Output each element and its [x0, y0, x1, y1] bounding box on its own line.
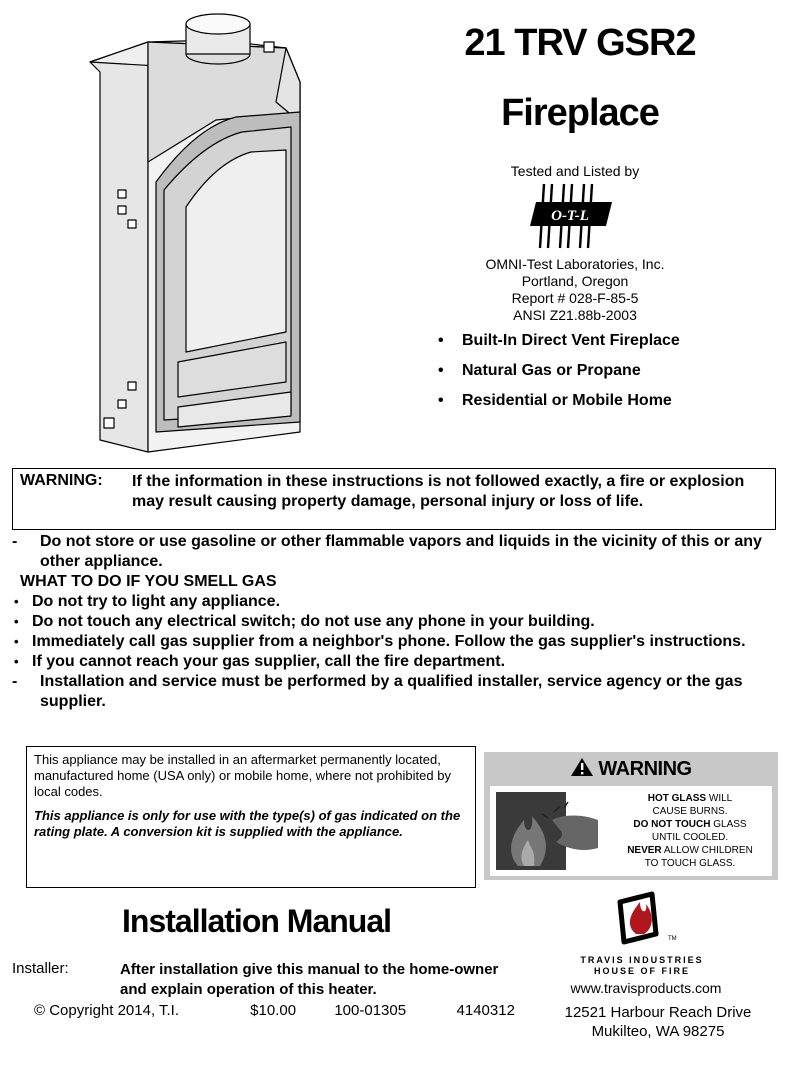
feature-item: • Natural Gas or Propane: [438, 362, 641, 379]
company-url[interactable]: www.travisproducts.com: [570, 980, 722, 996]
part-number: 100-01305: [334, 1002, 407, 1019]
warning-triangle-icon: [570, 757, 594, 781]
company-name: TRAVIS INDUSTRIES HOUSE OF FIRE: [580, 955, 704, 976]
feature-item: • Residential or Mobile Home: [438, 392, 672, 409]
otl-logo-icon: [526, 182, 616, 252]
manual-title: Installation Manual: [122, 903, 392, 939]
list-item: • Do not touch any electrical switch; do not use any phone in your building.: [14, 613, 595, 630]
feature-item: • Built-In Direct Vent Fireplace: [438, 332, 680, 349]
smell-gas-heading: WHAT TO DO IF YOU SMELL GAS: [20, 573, 277, 590]
lab-info: [440, 256, 710, 324]
footer-info: [34, 1002, 515, 1019]
notice-text: This appliance may be installed in an aftermarket permanently located, manufactured home (USA only) or mobile home, where not prohibited by local codes.: [34, 752, 451, 799]
feature-list: [438, 332, 680, 422]
installer-label: Installer:: [12, 960, 69, 977]
product-title: Fireplace: [501, 92, 659, 134]
hand-flame-icon: [494, 790, 602, 872]
list-item: - Do not store or use gasoline or other flammable vapors and liquids in the vicinity of this or any other appliance.: [12, 533, 762, 570]
lab-city: Portland, Oregon: [521, 273, 629, 289]
lab-name: OMNI-Test Laboratories, Inc.: [485, 256, 665, 272]
glass-warning-title: WARNING: [484, 757, 778, 781]
list-item: - Installation and service must be performed by a qualified installer, service agency or the gas supplier.: [12, 673, 743, 710]
warning-text: If the information in these instructions is not followed exactly, a fire or explosion may result causing property damage, personal injury or loss of life.: [132, 473, 745, 510]
copyright-text: © Copyright 2014, T.I.: [34, 1002, 180, 1019]
warning-label: WARNING:: [20, 472, 103, 489]
tested-by-label: Tested and Listed by: [510, 163, 640, 179]
company-address: 12521 Harbour Reach Drive Mukilteo, WA 98275: [564, 1004, 752, 1040]
glass-warning-text: HOT GLASS WILL CAUSE BURNS. DO NOT TOUCH GLASS UNTIL COOLED. NEVER ALLOW CHILDREN TO TOUCH GLASS.: [627, 793, 753, 869]
print-code: 4140312: [456, 1002, 515, 1019]
price-text: $10.00: [250, 1002, 297, 1019]
list-item: • Immediately call gas supplier from a neighbor's phone. Follow the gas supplier's instructions.: [14, 633, 746, 650]
installer-text: After installation give this manual to the home-owner and explain operation of this heater.: [120, 961, 499, 998]
travis-flame-logo-icon: [610, 890, 677, 950]
notice-italic-text: This appliance is only for use with the type(s) of gas indicated on the rating plate. A conversion kit is supplied with the appliance.: [34, 808, 461, 839]
gas-safety-block: [8, 532, 788, 712]
model-title: 21 TRV GSR2: [464, 22, 696, 64]
lab-standard: ANSI Z21.88b-2003: [513, 307, 637, 323]
otl-logo-text: O-T-L: [551, 208, 589, 224]
lab-report: Report # 028-F-85-5: [511, 290, 639, 306]
svg-text:TM: TM: [668, 936, 677, 942]
list-item: • Do not try to light any appliance.: [14, 593, 281, 610]
fireplace-illustration: [86, 12, 416, 464]
list-item: • If you cannot reach your gas supplier, call the fire department.: [14, 653, 506, 670]
